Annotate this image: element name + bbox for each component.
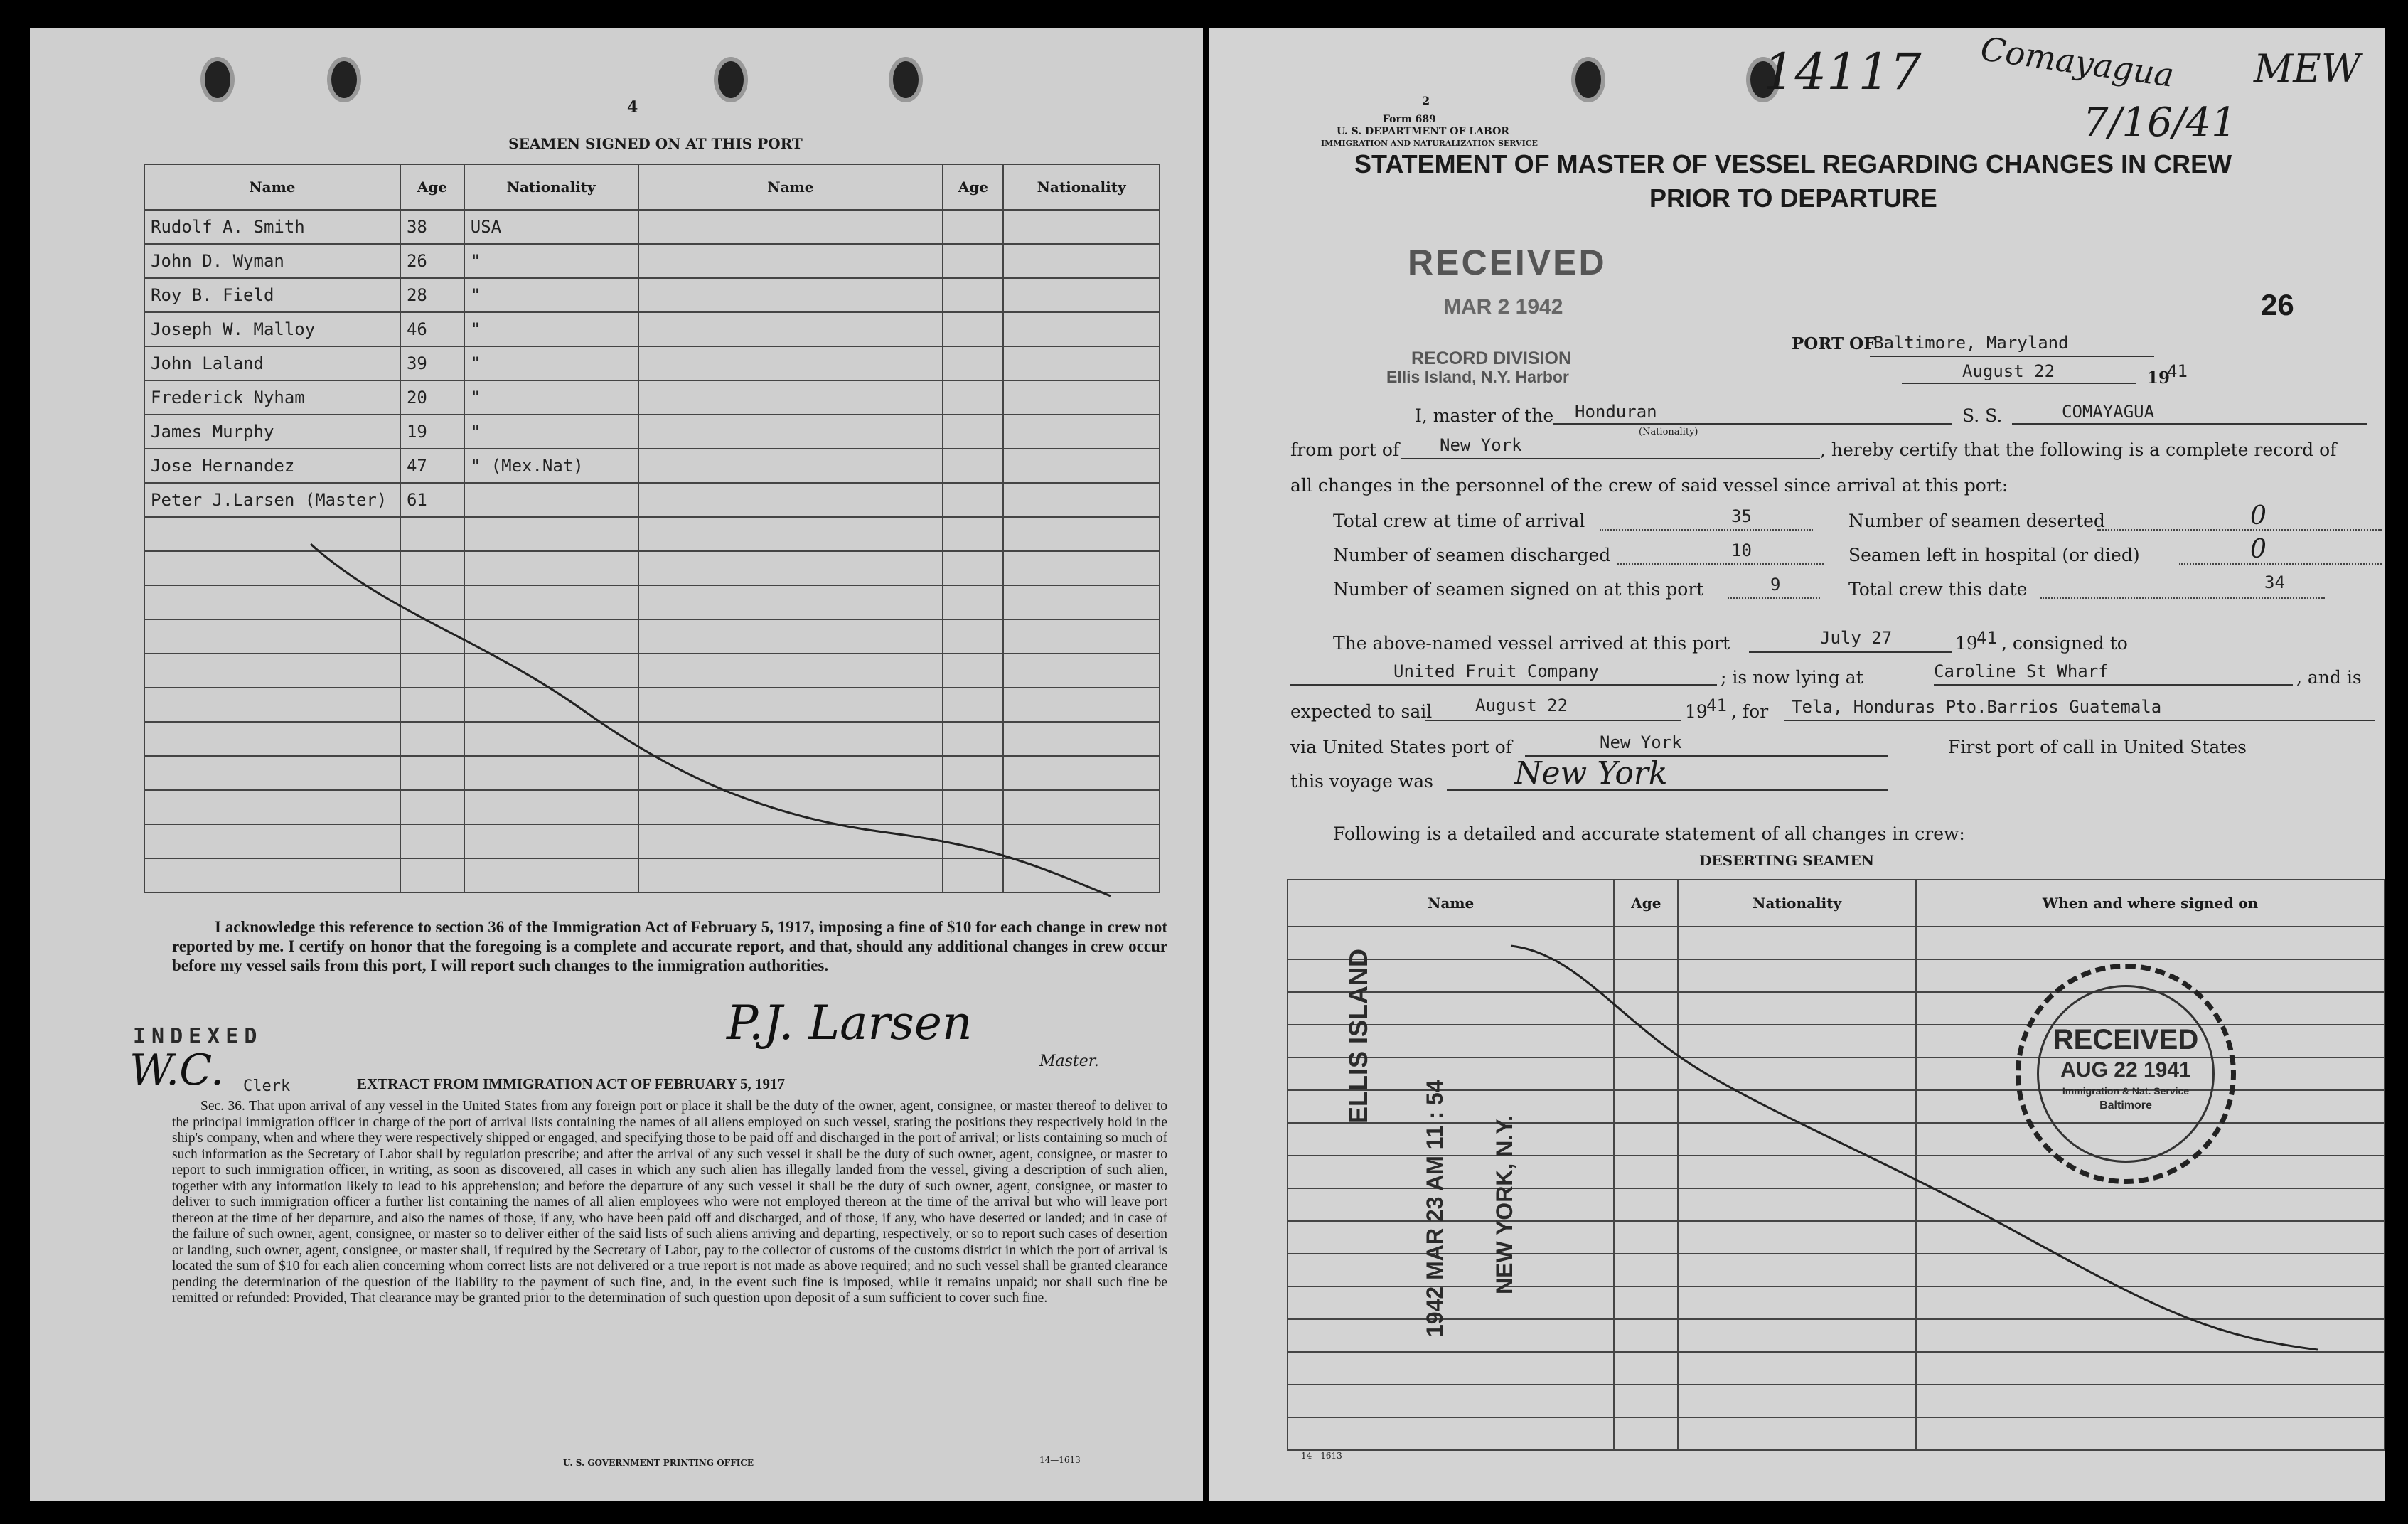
column-header: Age [1614, 880, 1678, 927]
signed-on-label: Number of seamen signed on at this port [1333, 579, 1704, 600]
seaman-age: 46 [400, 312, 464, 346]
nationality-value: Honduran [1575, 402, 1657, 422]
round-stamp-service: Immigration & Nat. Service [2062, 1085, 2190, 1097]
nationality-caption: (Nationality) [1639, 427, 1698, 437]
arrived-year-prefix: 19 [1955, 633, 1978, 654]
signed-on-value: 9 [1770, 575, 1781, 595]
cross-out-line [30, 28, 1203, 953]
seaman-nationality: " [464, 380, 638, 415]
right-page [1209, 28, 2385, 1501]
expected-year: 41 [1706, 696, 1727, 715]
seaman-nationality: " [464, 312, 638, 346]
voyage-label: this voyage was [1290, 771, 1434, 792]
discharged-label: Number of seamen discharged [1333, 545, 1611, 565]
form-title-line1: STATEMENT OF MASTER OF VESSEL REGARDING CHANGES IN CREW [1354, 149, 2232, 178]
port-label: PORT OF [1792, 334, 1875, 353]
form-number: Form 689 [1383, 114, 1436, 125]
extract-body: Sec. 36. That upon arrival of any vessel in the United States from any foreign port or place it shall be the duty of the owner, agent, consignee, or master thereof to deliver to the principal immigration officer in charge of the port of arrival lists containing the names of all aliens employed on such vessel, stating the positions they respectively hold in the ship's company, when and where they were respectively shipped or engaged, and specifying those to be paid off and discharged in the port of arrival; or lists containing so much of such information as the Secretary of Labor shall by regulation prescribe; and after the arrival of any such vessel it shall be the duty of such owner, agent, consignee, or master to report to such immigration officer, in writing, as soon as discovered, all cases in which any such alien has illegally landed from the vessel, giving a description of such alien, together with any information likely to lead to his apprehension; and before the departure of any such vessel it shall be the duty of such owner, agent, consignee, or master to deliver to such immigration officer a further list containing the names of all alien employees who were not employed thereon at the time of the arrival but who will leave port thereon at the time of her departure, and also the names of those, if any, who have been paid off and discharged, and of those, if any, who have deserted or landed; and in case of the failure of such owner, agent, consignee, or master so to deliver either of the said lists of such aliens arriving and departing, respectively, or so to report such cases of desertion or landing, such owner, agent, consignee, or master shall, if required by the Secretary of Labor, pay to the collector of customs of the customs district in which the port of arrival is located the sum of $10 for each alien concerning whom correct lists are not delivered or a true report is not made as above required; and no such vessel shall be granted clearance pending the determination of the question of the liability to the payment of such fine, and, in the event such fine is imposed, while it remains unpaid; nor shall such fine be remitted or refunded: Provided, That clearance may be granted prior to the determination of such question upon deposit of a sum sufficient to cover such fine. [172, 1099, 1167, 1306]
section-title: SEAMEN SIGNED ON AT THIS PORT [508, 135, 803, 152]
from-port-value: New York [1440, 435, 1522, 455]
handwritten-date: 7/16/41 [2083, 100, 2237, 146]
master-signature: P.J. Larsen [727, 996, 973, 1050]
arrived-value: July 27 [1820, 628, 1893, 648]
extract-title: EXTRACT FROM IMMIGRATION ACT OF FEBRUARY 5, 1917 [357, 1075, 786, 1092]
form-title-line2: PRIOR TO DEPARTURE [1649, 183, 1937, 213]
round-stamp-city: Baltimore [2099, 1099, 2152, 1112]
date-value: August 22 [1962, 361, 2055, 381]
lying-value: Caroline St Wharf [1934, 661, 2109, 681]
seaman-name: Joseph W. Malloy [144, 312, 400, 346]
voyage-value: New York [1514, 755, 1668, 792]
column-header: Name [1288, 880, 1614, 927]
hospital-label: Seamen left in hospital (or died) [1848, 545, 2140, 565]
deserting-title: DESERTING SEAMEN [1699, 852, 1874, 869]
seaman-nationality: " [464, 346, 638, 380]
total-crew-date-value: 34 [2264, 572, 2285, 592]
seaman-nationality: " [464, 415, 638, 449]
seaman-age: 38 [400, 210, 464, 244]
total-crew-date-label: Total crew this date [1848, 579, 2028, 600]
file-number: 14117 [1763, 43, 1922, 101]
column-header: Nationality [1678, 880, 1916, 927]
seaman-name: Peter J.Larsen (Master) [144, 483, 400, 517]
consignee-value: United Fruit Company [1393, 661, 1599, 681]
seaman-age: 61 [400, 483, 464, 517]
certify-text: , hereby certify that the following is a complete record of [1820, 439, 2337, 460]
seaman-age: 20 [400, 380, 464, 415]
handwritten-initials: MEW [2254, 46, 2361, 91]
consigned-label: , consigned to [2001, 633, 2128, 654]
seaman-name: John Laland [144, 346, 400, 380]
seaman-nationality: " [464, 244, 638, 278]
received-stamp-date: MAR 2 1942 [1443, 295, 1563, 319]
service: IMMIGRATION AND NATURALIZATION SERVICE [1321, 139, 1538, 148]
seaman-name: James Murphy [144, 415, 400, 449]
year-prefix: 19 [2147, 368, 2171, 388]
round-stamp-word: RECEIVED [2053, 1024, 2199, 1055]
crew-arrival-label: Total crew at time of arrival [1333, 511, 1585, 531]
clerk-label: Clerk [243, 1077, 291, 1095]
port-value: Baltimore, Maryland [1873, 333, 2069, 353]
ss-value: COMAYAGUA [2062, 402, 2155, 422]
seaman-name: John D. Wyman [144, 244, 400, 278]
discharged-value: 10 [1731, 540, 1752, 560]
deserted-label: Number of seamen deserted [1848, 511, 2105, 531]
ss-label: S. S. [1962, 405, 2003, 426]
cross-out-line [1209, 28, 2385, 1501]
column-header: Nationality [464, 164, 638, 210]
ellis-stamp-line3: NEW YORK, N.Y. [1492, 1115, 1517, 1294]
seaman-age: 39 [400, 346, 464, 380]
acknowledgement-text: I acknowledge this reference to section 36 of the Immigration Act of February 5, 1917, imposing a fine of $10 for each change in crew not reported by me. I certify on honor that the foregoing is a complete and accurate report, and that, should any additional changes in crew occur before my vessel sails from this port, I will report such changes to the immigration authorities. [172, 918, 1167, 974]
seaman-age: 28 [400, 278, 464, 312]
column-header: When and where signed on [1916, 880, 2385, 927]
hospital-value: 0 [2250, 535, 2267, 564]
from-port-label: from port of [1290, 439, 1400, 460]
via-label: via United States port of [1290, 737, 1512, 757]
seaman-name: Rudolf A. Smith [144, 210, 400, 244]
column-header: Age [943, 164, 1003, 210]
page-number: 4 [627, 98, 638, 117]
seaman-age: 47 [400, 449, 464, 483]
received-stamp-division: RECORD DIVISION [1411, 348, 1572, 368]
seaman-age: 26 [400, 244, 464, 278]
handwritten-vessel: Comayagua [1978, 29, 2177, 95]
changes-text: all changes in the personnel of the crew of said vessel since arrival at this port: [1290, 475, 2008, 496]
sheet-number: 26 [2261, 288, 2294, 321]
seaman-nationality: USA [464, 210, 638, 244]
seaman-nationality: " (Mex.Nat) [464, 449, 638, 483]
first-port-label: First port of call in United States [1948, 737, 2247, 757]
column-header: Name [638, 164, 943, 210]
year-value: 41 [2167, 361, 2188, 381]
seaman-nationality: " [464, 278, 638, 312]
footer-code: 14—1613 [1039, 1455, 1081, 1465]
expected-value: August 22 [1475, 696, 1568, 715]
arrived-label: The above-named vessel arrived at this port [1333, 633, 1730, 654]
via-value: New York [1600, 732, 1682, 752]
footer-printer: U. S. GOVERNMENT PRINTING OFFICE [563, 1458, 754, 1468]
indexed-stamp: INDEXED [133, 1024, 263, 1049]
crew-arrival-value: 35 [1731, 506, 1752, 526]
destination-value: Tela, Honduras Pto.Barrios Guatemala [1792, 697, 2162, 717]
column-header: Age [400, 164, 464, 210]
ellis-stamp-line1: ELLIS ISLAND [1344, 948, 1373, 1124]
left-page [30, 28, 1203, 1501]
column-header: Nationality [1003, 164, 1160, 210]
for-label: , for [1731, 701, 1769, 722]
master-label: Master. [1039, 1053, 1099, 1070]
and-is-label: , and is [2296, 667, 2362, 688]
received-stamp-word: RECEIVED [1408, 243, 1607, 282]
round-stamp-date: AUG 22 1941 [2060, 1058, 2191, 1082]
ellis-stamp-line2: 1942 MAR 23 AM 11 : 54 [1422, 1080, 1448, 1337]
expected-label: expected to sail [1290, 701, 1433, 722]
lying-label: ; is now lying at [1721, 667, 1863, 688]
deserted-value: 0 [2250, 501, 2267, 531]
seaman-name: Roy B. Field [144, 278, 400, 312]
arrived-year: 41 [1976, 628, 1997, 648]
footer-code: 14—1613 [1301, 1451, 1342, 1461]
seaman-name: Jose Hernandez [144, 449, 400, 483]
column-header: Name [144, 164, 400, 210]
clerk-initials: W.C. [129, 1045, 225, 1095]
master-of-the: I, master of the [1415, 405, 1554, 426]
following-text: Following is a detailed and accurate statement of all changes in crew: [1333, 824, 1965, 844]
seaman-age: 19 [400, 415, 464, 449]
department: U. S. DEPARTMENT OF LABOR [1337, 126, 1509, 137]
received-stamp-location: Ellis Island, N.Y. Harbor [1386, 368, 1569, 386]
expected-year-prefix: 19 [1685, 701, 1708, 722]
seaman-name: Frederick Nyham [144, 380, 400, 415]
page-number: 2 [1422, 94, 1430, 107]
